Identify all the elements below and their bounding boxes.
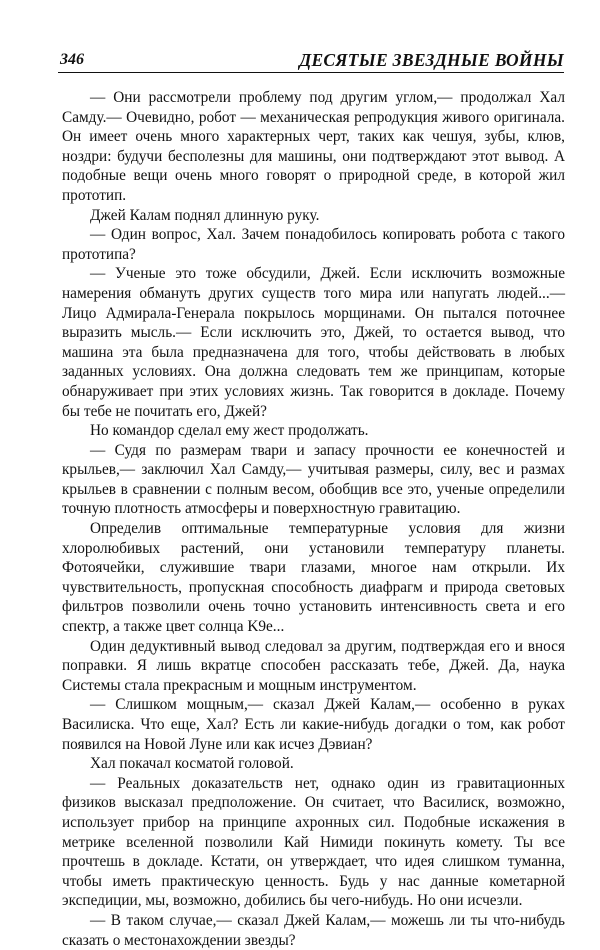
paragraph: — Ученые это тоже обсудили, Джей. Если исключить возможные намерения обмануть других существ того мира или напугать людей...— Лицо Адмирала-Генерала покрылось морщинами. Он пытался поточнее выразить мысль.— Если исключить это, Джей, то остается вывод, что машина эта была предназначена для того, чтобы действовать в любых заданных условиях. Она должна следовать тем же принципам, которые обнаруживает при этих условиях жизнь. Так говорится в докладе. Почему бы тебе не почитать его, Джей? xyxy=(62,265,565,420)
page-header xyxy=(58,46,564,73)
paragraph: Определив оптимальные температурные условия для жизни хлоролюбивых растений, они установили температуру планеты. Фотоячейки, служившие твари глазами, многое нам открыли. Их чувствительность, пропускная способность диафрагм и природа световых фильтров позволили очень точно установить интенсивность света и его спектр, а также цвет солнца K9e... xyxy=(62,520,565,636)
paragraph: — Судя по размерам твари и запасу прочности ее конечностей и крыльев,— заключил Хал Самду,— учитывая размеры, силу, вес и размах крыльев в сравнении с полным весом, обобщив все это, ученые определили точную плотность атмосферы и поверхностную гравитацию. xyxy=(62,441,565,518)
running-title: ДЕСЯТЫЕ ЗВЕЗДНЫЕ ВОЙНЫ xyxy=(299,50,564,70)
paragraph: — Они рассмотрели проблему под другим углом,— продолжал Хал Самду.— Очевидно, робот — механическая репродукция живого оригинала. Он имеет очень много характерных черт, таких как чешуя, зубы, клюв, ноздри: будучи бесполезны для машины, они подтверждают этот вывод. А подобные вещи очень много говорят о природной среде, в которой жил прототип. xyxy=(62,89,565,204)
paragraph: Но командор сделал ему жест продолжать. xyxy=(90,422,369,440)
body-text xyxy=(62,88,565,950)
paragraph: — Слишком мощным,— сказал Джей Калам,— особенно в руках Василиска. Что еще, Хал? Есть ли какие-нибудь догадки о том, как робот появился на Новой Луне или как исчез Дэвиан? xyxy=(62,696,565,753)
paragraph: Хал покачал косматой головой. xyxy=(90,755,294,773)
paragraph: — Один вопрос, Хал. Зачем понадобилось копировать робота с такого прототипа? xyxy=(62,226,565,263)
paragraph: — Реальных доказательств нет, однако один из гравитационных физиков высказал предположение. Он считает, что Василиск, возможно, использует прибор на принципе ахронных сил. Подобные искажения в метрике вселенной позволили Кай Нимиди покинуть комету. Ты все прочтешь в докладе. Кстати, он утверждает, что идея слишком туманна, чтобы иметь практическую ценность. Будь у нас данные кометарной экспедиции, мы, возможно, добились бы чего-нибудь. Но они исчезли. xyxy=(62,774,565,910)
paragraph: Джей Калам поднял длинную руку. xyxy=(90,206,320,224)
paragraph: — В таком случае,— сказал Джей Калам,— можешь ли ты что-нибудь сказать о местонахождении звезды? xyxy=(62,911,565,949)
paragraph: Один дедуктивный вывод следовал за другим, подтверждая его и внося поправки. Я лишь вкратце способен рассказать тебе, Джей. Да, наука Системы стала прекрасным и мощным инструментом. xyxy=(62,637,565,694)
page-number: 346 xyxy=(60,51,84,68)
